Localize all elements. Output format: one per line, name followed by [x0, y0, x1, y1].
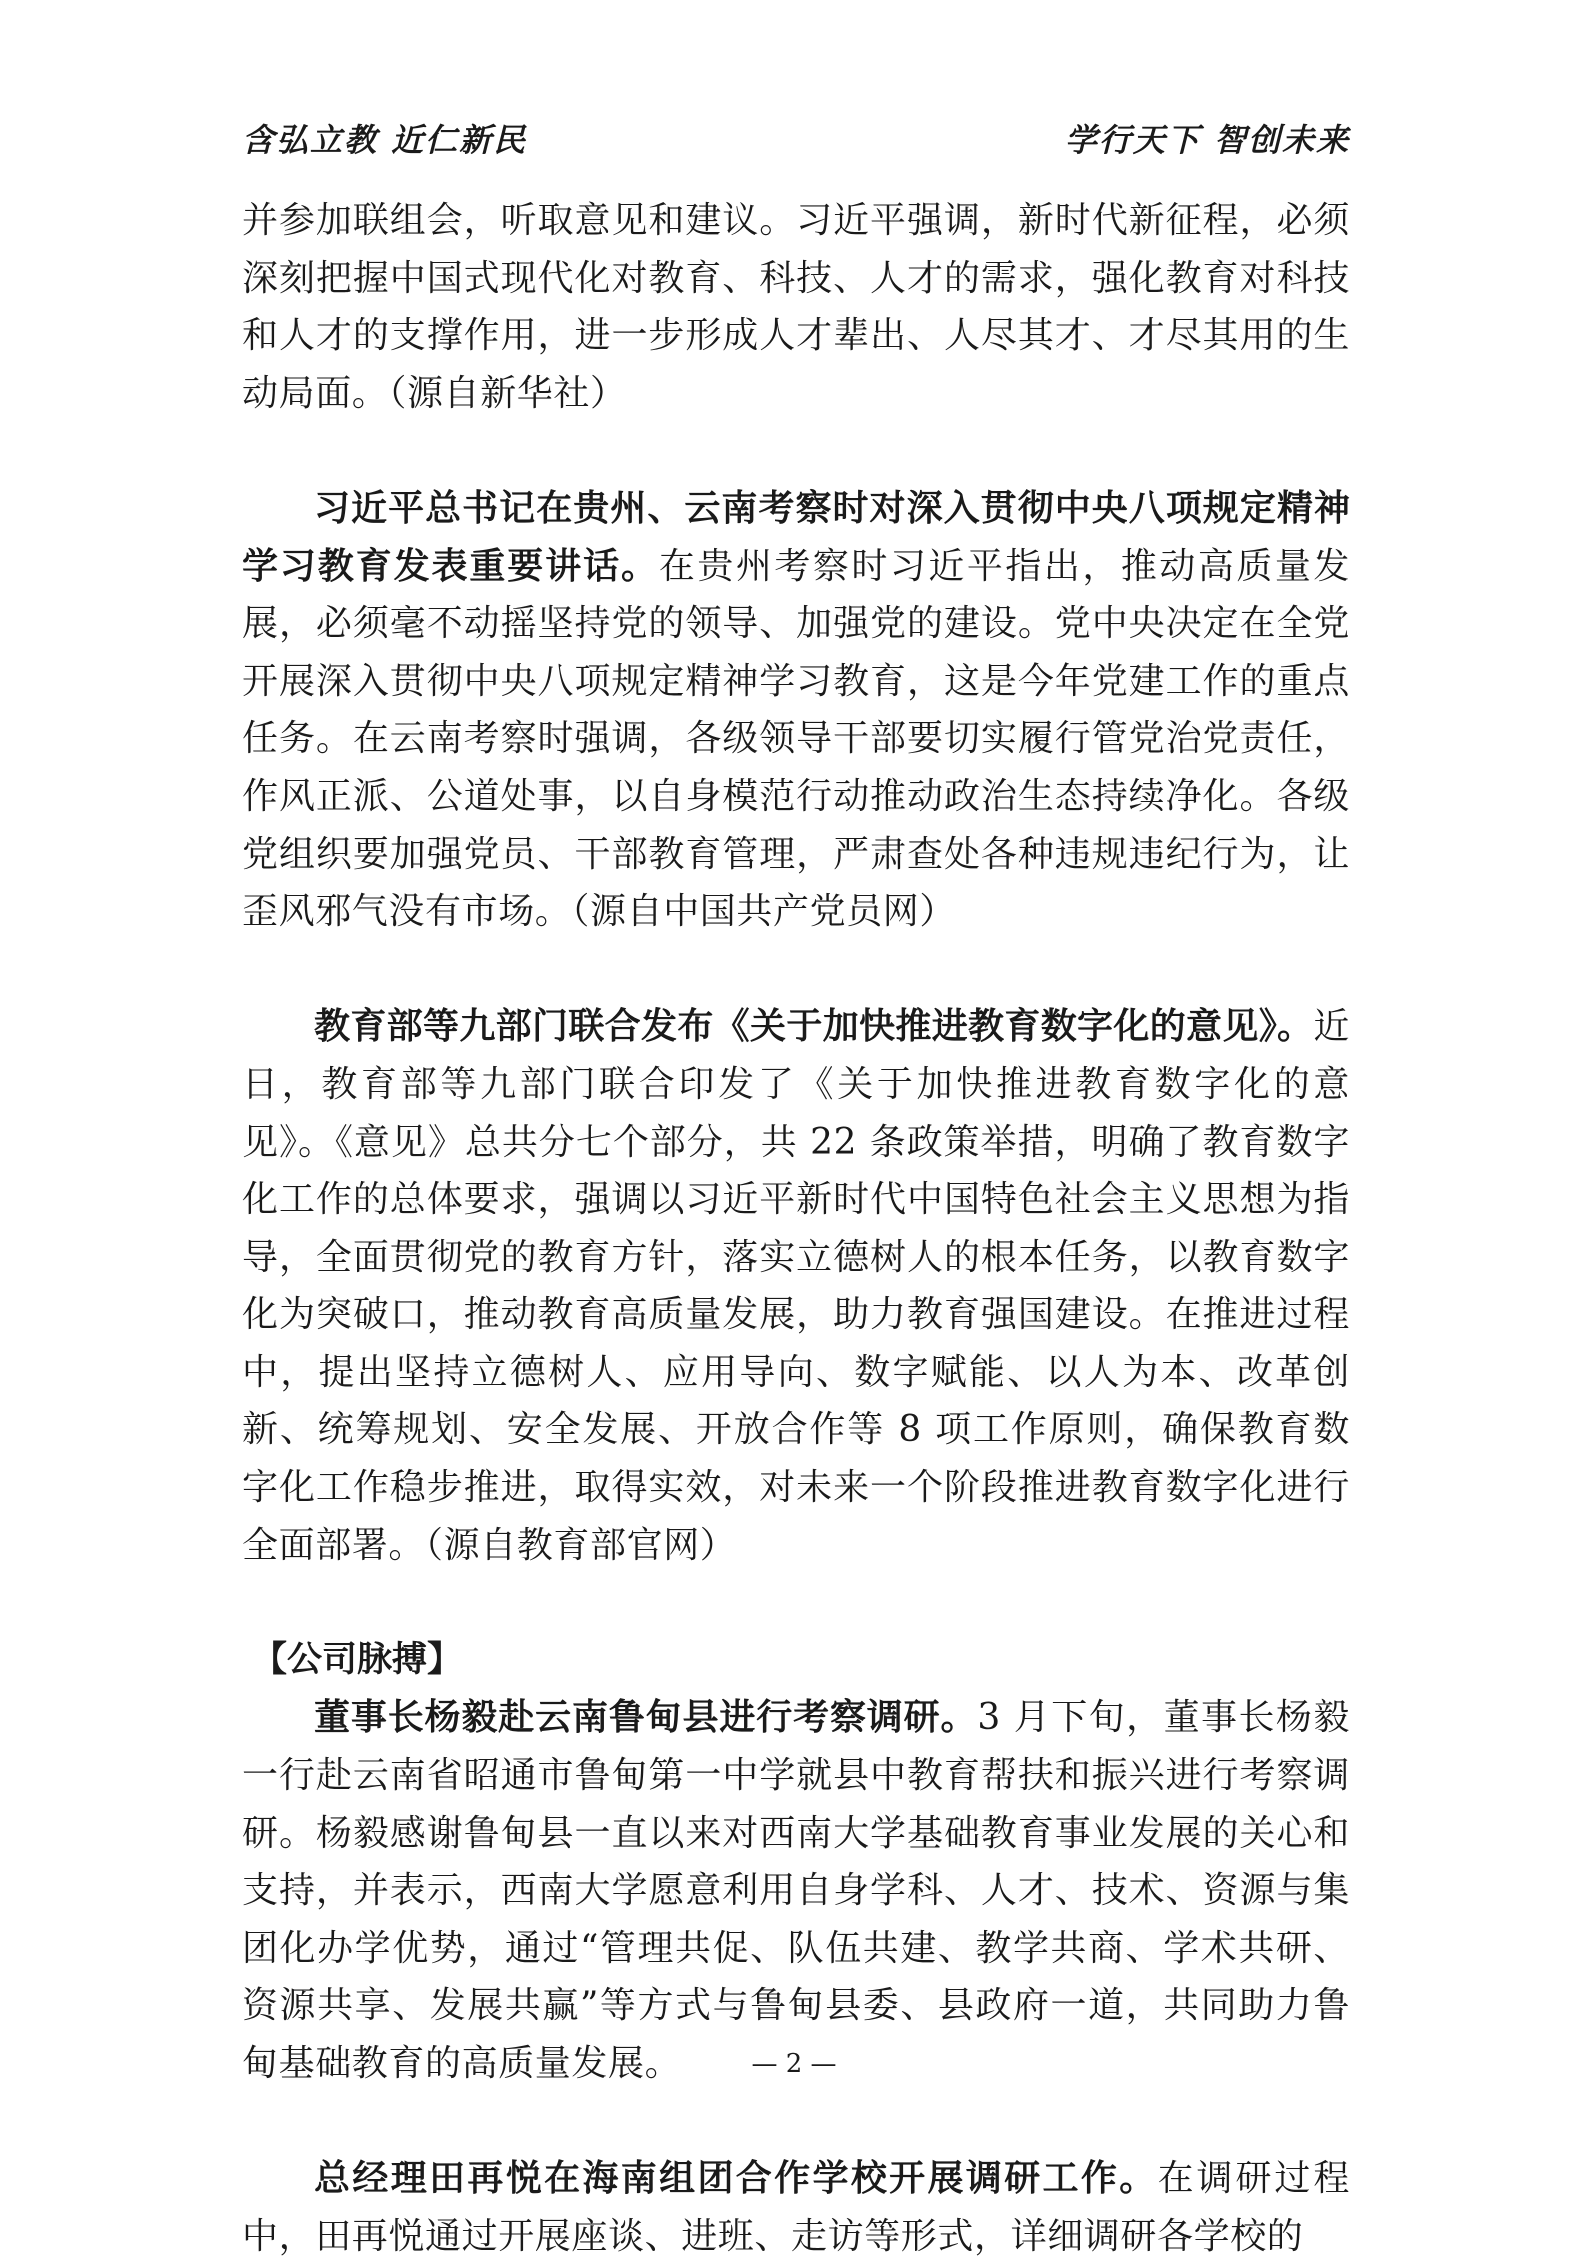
page-number: — 2 —: [751, 2049, 837, 2079]
paragraph-text: 在调研过程中，田再悦通过开展座谈、进班、走访等形式，详细调研各学校的: [242, 2158, 1350, 2257]
section-title-company-pulse: 【公司脉搏】: [252, 1639, 463, 1680]
paragraph-lead: 教育部等九部门联合发布《关于加快推进教育数字化的意见》。: [314, 1006, 1314, 1048]
paragraph-lead: 董事长杨毅赴云南鲁甸县进行考察调研。: [314, 1697, 978, 1739]
paragraph-text: 在贵州考察时习近平指出，推动高质量发展，必须毫不动摇坚持党的领导、加强党的建设。党中央决定在全党开展深入贯彻中央八项规定精神学习教育，这是今年党建工作的重点任务。在云南考察时强调，各级领导干部要切实履行管党治党责任，作风正派、公道处事，以自身模范行动推动政治生态持续净化。各级党组织要加强党员、干部教育管理，严肃查处各种违规违纪行为，让歪风邪气没有市场。（源自中国共产党员网）: [242, 545, 1350, 933]
news-paragraph-continued: [242, 192, 1350, 422]
paragraph-text: 并参加联组会，听取意见和建议。习近平强调，新时代新征程，必须深刻把握中国式现代化对教育、科技、人才的需求，强化教育对科技和人才的支撑作用，进一步形成人才辈出、人尽其才、才尽其用的生动局面。（源自新华社）: [242, 200, 1350, 414]
paragraph-text: 近日，教育部等九部门联合印发了《关于加快推进教育数字化的意见》。《意见》总共分七个部分，共 22 条政策举措，明确了教育数字化工作的总体要求，强调以习近平新时代中国特色社会主义思想为指导，全面贯彻党的教育方针，落实立德树人的根本任务，以教育数字化为突破口，推动教育高质量发展，助力教育强国建设。在推进过程中，提出坚持立德树人、应用导向、数字赋能、以人为本、改革创新、统筹规划、安全发展、开放合作等 8 项工作原则，确保教育数字化工作稳步推进，取得实效，对未来一个阶段推进教育数字化进行全面部署。（源自教育部官网）: [242, 1006, 1350, 1566]
header-motto-right: 学行天下 智创未来: [1064, 121, 1350, 159]
paragraph-gap: [242, 941, 1350, 999]
paragraph-gap: [242, 2093, 1350, 2151]
news-paragraph-education-digitalization: [242, 998, 1350, 1574]
header-motto-left: 含弘立教 近仁新民: [242, 121, 528, 159]
paragraph-gap: [242, 422, 1350, 480]
company-paragraph-gm-hainan: [242, 2150, 1350, 2265]
paragraph-text: 3 月下旬，董事长杨毅一行赴云南省昭通市鲁甸第一中学就县中教育帮扶和振兴进行考察调研。杨毅感谢鲁甸县一直以来对西南大学基础教育事业发展的关心和支持，并表示，西南大学愿意利用自身学科、人才、技术、资源与集团化办学优势，通过“管理共促、队伍共建、教学共商、学术共研、资源共享、发展共赢”等方式与鲁甸县委、县政府一道，共同助力鲁甸基础教育的高质量发展。: [242, 1697, 1350, 2084]
paragraph-lead: 总经理田再悦在海南组团合作学校开展调研工作。: [314, 2158, 1158, 2200]
news-paragraph-xi-guizhou-yunnan: [242, 480, 1350, 941]
paragraph-gap: [242, 1574, 1350, 1632]
document-body: [242, 192, 1350, 2265]
paragraph-lead: 习近平总书记在贵州、云南考察时对深入贯彻中央八项规定精神学习教育发表重要讲话。: [242, 487, 1350, 587]
company-paragraph-chairman-visit: [242, 1689, 1350, 2092]
page-header: [242, 118, 1350, 162]
